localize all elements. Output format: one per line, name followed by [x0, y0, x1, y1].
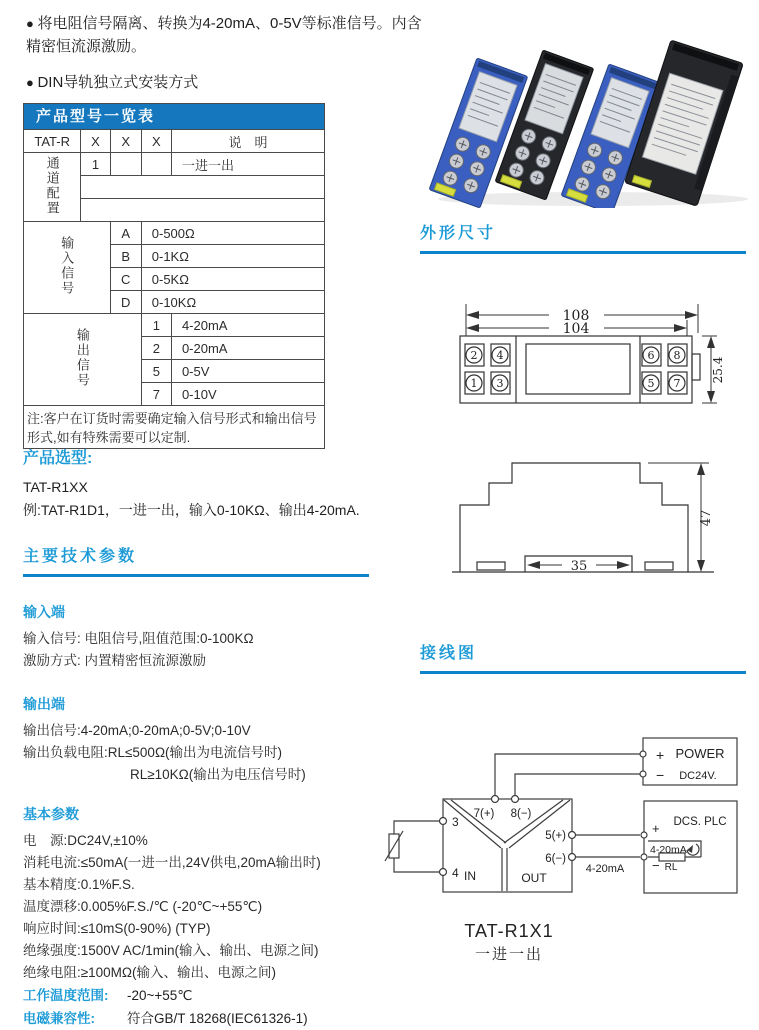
emc-label: 电磁兼容性:: [23, 1011, 95, 1026]
dimensions-heading: 外形尺寸: [420, 220, 746, 254]
selection-example: 例:TAT-R1D1，一进一出，输入0-10KΩ、输出4-20mA.: [23, 502, 360, 518]
side-view-outline: [452, 463, 714, 572]
working-temp-value: -20~+55℃: [127, 988, 193, 1003]
header-x3-cell: X: [141, 130, 171, 153]
working-temp-row: [23, 985, 423, 1007]
rl-label: RL: [664, 862, 678, 873]
intro-bullet-1: ● 将电阻信号隔离、转换为4-20mA、0-5V等标准信号。内含精密恒流源激励。: [26, 12, 428, 58]
header-model-cell: TAT-R: [24, 130, 81, 153]
dcs-minus-label: −: [652, 858, 660, 873]
output-desc-cell: 0-20mA: [171, 337, 324, 360]
power-voltage: DC24V.: [679, 770, 717, 782]
output-desc-cell: 0-5V: [171, 360, 324, 383]
table-row: [24, 314, 325, 337]
terminal-7-label: 7: [673, 377, 681, 390]
model-table-title: 产品型号一览表: [23, 103, 325, 129]
emc-value: 符合GB/T 18268(IEC61326-1): [127, 1011, 308, 1026]
terminal-8-label: 8: [673, 349, 681, 362]
wiring-heading: 接线图: [420, 640, 746, 674]
table-header-row: [24, 130, 325, 153]
loop-current-label: 4-20mA: [650, 844, 687, 856]
terminal-6-minus-label: 6(−): [545, 853, 566, 865]
dcs-plc-title: DCS. PLC: [673, 816, 727, 828]
table-row: [24, 153, 325, 176]
terminal-6-label: 6: [647, 349, 655, 362]
terminal-3-label: 3: [452, 815, 459, 829]
power-title: POWER: [675, 746, 725, 761]
current-consumption-line: 消耗电流:≤50mA(一进一出,24V供电,20mA输出时): [23, 855, 321, 870]
table-note-row: [24, 406, 325, 449]
tech-params-body: [23, 601, 423, 1030]
power-minus-label: −: [656, 767, 665, 783]
emc-row: [23, 1008, 423, 1030]
input-signal-line: 输入信号: 电阻信号,阻值范围:0-100KΩ: [23, 631, 254, 646]
top-view-outline: [460, 336, 700, 403]
terminal-2-label: 2: [470, 349, 478, 362]
channel-group-label: 通道配置: [24, 153, 81, 222]
dim-25-4-label: 25.4: [711, 356, 725, 384]
input-code-cell: A: [110, 222, 141, 245]
output-group-label: 输出信号: [24, 314, 142, 406]
channel-code-cell: 1: [81, 153, 110, 176]
dimension-drawing: [440, 295, 759, 605]
output-side-heading: 输出端: [23, 696, 65, 712]
power-plus-label: +: [656, 747, 665, 763]
power-line: 电 源:DC24V,±10%: [23, 833, 148, 848]
input-desc-cell: 0-500Ω: [141, 222, 324, 245]
input-desc-cell: 0-10KΩ: [141, 291, 324, 314]
accuracy-line: 基本精度:0.1%F.S.: [23, 877, 135, 892]
dcs-plus-label: +: [652, 821, 660, 836]
model-table-block: [23, 103, 325, 449]
working-temp-label: 工作温度范围:: [23, 988, 109, 1003]
output-code-cell: 7: [141, 383, 171, 406]
table-row: [24, 222, 325, 245]
output-code-cell: 2: [141, 337, 171, 360]
intro-bullet-2: ● DIN导轨独立式安装方式: [26, 71, 428, 94]
dim-104-label: 104: [562, 321, 590, 337]
wiring-caption-model: TAT-R1X1: [464, 921, 554, 941]
header-desc-cell: 说 明: [171, 130, 324, 153]
load-resistance-line: 输出负载电阻:RL≤500Ω(输出为电流信号时): [23, 745, 283, 760]
channel-desc-cell: 一进一出: [171, 153, 324, 176]
wiring-caption-type: 一进一出: [474, 946, 544, 963]
out-label: OUT: [521, 871, 547, 885]
input-desc-cell: 0-5KΩ: [141, 268, 324, 291]
input-desc-cell: 0-1KΩ: [141, 245, 324, 268]
tech-params-heading: 主要技术参数: [23, 543, 369, 577]
selection-section: [23, 445, 423, 522]
isolation-resistance-line: 绝缘电阻:≥100MΩ(输入、输出、电源之间): [23, 965, 277, 980]
load-resistance-line-2: RL≥10KΩ(输出为电压信号时): [130, 767, 306, 782]
dim-35-label: 35: [570, 559, 588, 574]
dim-47-label: 47: [699, 509, 714, 527]
input-code-cell: B: [110, 245, 141, 268]
model-table: [23, 129, 325, 449]
temp-drift-line: 温度漂移:0.005%F.S./℃ (-20℃~+55℃): [23, 899, 263, 914]
terminal-5-plus-label: 5(+): [545, 830, 566, 842]
dim-108-label: 108: [562, 308, 590, 324]
isolation-strength-line: 绝缘强度:1500V AC/1min(输入、输出、电源之间): [23, 943, 319, 958]
output-signal-label: 4-20mA: [585, 863, 625, 875]
selection-model: TAT-R1XX: [23, 479, 88, 495]
terminal-4-label: 4: [496, 349, 504, 362]
input-code-cell: D: [110, 291, 141, 314]
terminal-3-label: 3: [496, 377, 504, 390]
output-signal-line: 输出信号:4-20mA;0-20mA;0-5V;0-10V: [23, 723, 251, 738]
terminal-5-label: 5: [647, 377, 655, 390]
output-desc-cell: 4-20mA: [171, 314, 324, 337]
terminal-8-minus-label: 8(−): [510, 808, 532, 820]
wiring-diagram: [378, 718, 759, 970]
response-time-line: 响应时间:≤10mS(0-90%) (TYP): [23, 921, 211, 936]
intro-bullets: [26, 12, 428, 107]
in-label: IN: [464, 869, 476, 883]
terminal-4-label: 4: [452, 866, 459, 880]
input-code-cell: C: [110, 268, 141, 291]
terminal-1-label: 1: [470, 377, 478, 390]
input-side-heading: 输入端: [23, 604, 65, 620]
terminal-7-plus-label: 7(+): [473, 808, 495, 820]
input-group-label: 输入信号: [24, 222, 111, 314]
excitation-line: 激励方式: 内置精密恒流源激励: [23, 653, 207, 668]
selection-heading: 产品选型:: [23, 450, 93, 467]
output-desc-cell: 0-10V: [171, 383, 324, 406]
table-note: 注:客户在订货时需要确定输入信号形式和输出信号形式,如有特殊需要可以定制.: [24, 406, 325, 449]
output-code-cell: 5: [141, 360, 171, 383]
header-x2-cell: X: [110, 130, 141, 153]
output-code-cell: 1: [141, 314, 171, 337]
basic-params-heading: 基本参数: [23, 806, 79, 822]
product-photo: [425, 20, 755, 208]
header-x1-cell: X: [81, 130, 110, 153]
